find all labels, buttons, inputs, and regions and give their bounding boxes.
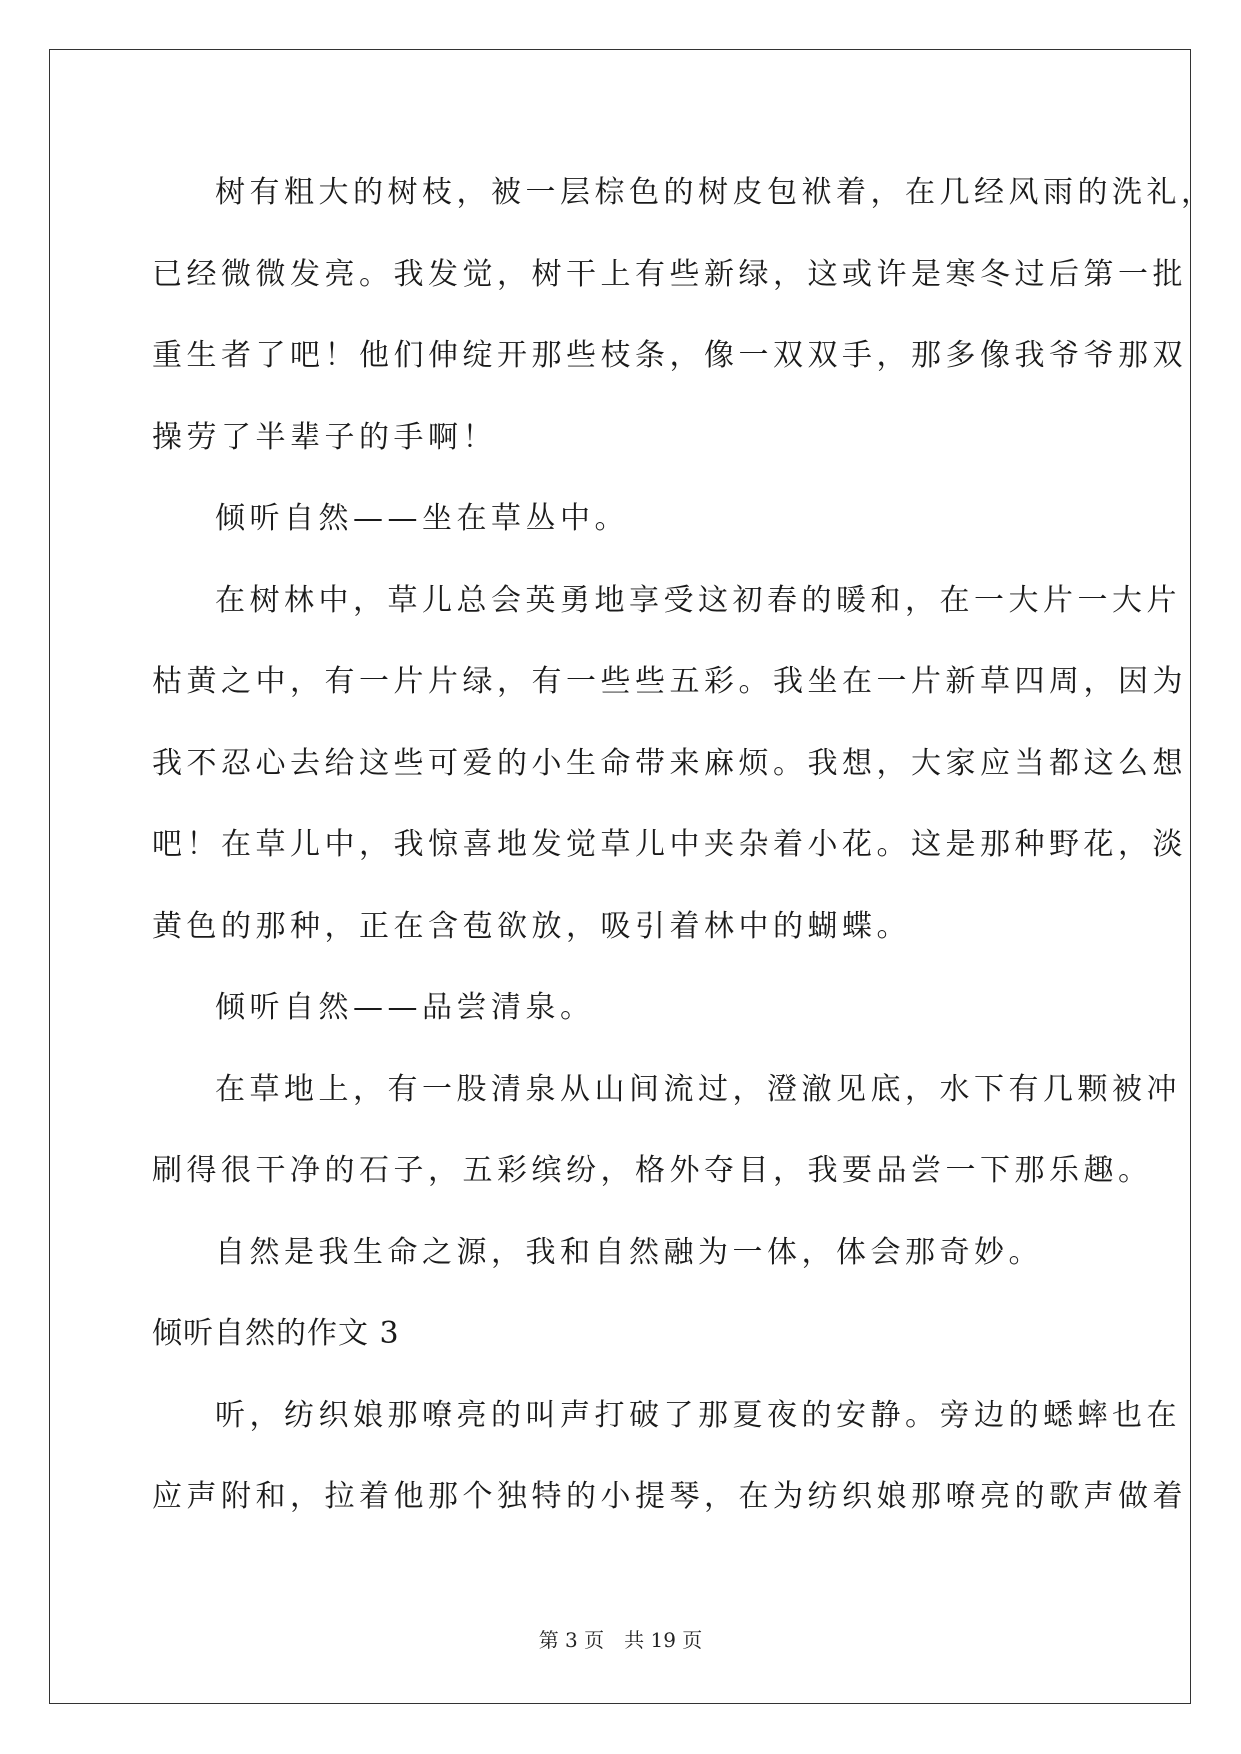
text-line: 吧！在草儿中，我惊喜地发觉草儿中夹杂着小花。这是那种野花，淡: [152, 827, 1187, 862]
page-number: 第 3 页: [538, 1628, 605, 1652]
text-line: 在树林中，草儿总会英勇地享受这初春的暖和，在一大片一大片: [215, 582, 1181, 618]
text-line: 应声附和，拉着他那个独特的小提琴，在为纺织娘那嘹亮的歌声做着: [152, 1479, 1187, 1514]
page-total: 共 19 页: [624, 1628, 703, 1652]
text-line: 我不忍心去给这些可爱的小生命带来麻烦。我想，大家应当都这么想: [152, 745, 1187, 781]
text-line: 在草地上，有一股清泉从山间流过，澄澈见底，水下有几颗被冲: [215, 1071, 1181, 1107]
document-body: [152, 163, 1216, 1549]
text-line: 倾听自然——品尝清泉。: [215, 990, 595, 1025]
text-line: 操劳了半辈子的手啊！: [152, 419, 497, 455]
text-line: 自然是我生命之源，我和自然融为一体，体会那奇妙。: [215, 1234, 1043, 1270]
text-line: 枯黄之中，有一片片绿，有一些些五彩。我坐在一片新草四周，因为: [152, 664, 1187, 699]
text-line: 树有粗大的树枝，被一层棕色的树皮包袱着，在几经风雨的洗礼，: [215, 175, 1216, 210]
text-line: 已经微微发亮。我发觉，树干上有些新绿，这或许是寒冬过后第一批: [152, 256, 1187, 292]
text-line: 倾听自然——坐在草丛中。: [215, 501, 629, 536]
text-line: 刷得很干净的石子，五彩缤纷，格外夺目，我要品尝一下那乐趣。: [152, 1153, 1153, 1188]
page-footer: [0, 1626, 1241, 1654]
text-line: 重生者了吧！他们伸绽开那些枝条，像一双双手，那多像我爷爷那双: [152, 338, 1187, 373]
section-heading: 倾听自然的作文 3: [152, 1316, 400, 1351]
text-line: 黄色的那种，正在含苞欲放，吸引着林中的蝴蝶。: [152, 908, 911, 944]
text-line: 听，纺织娘那嘹亮的叫声打破了那夏夜的安静。旁边的蟋蟀也在: [215, 1397, 1181, 1433]
